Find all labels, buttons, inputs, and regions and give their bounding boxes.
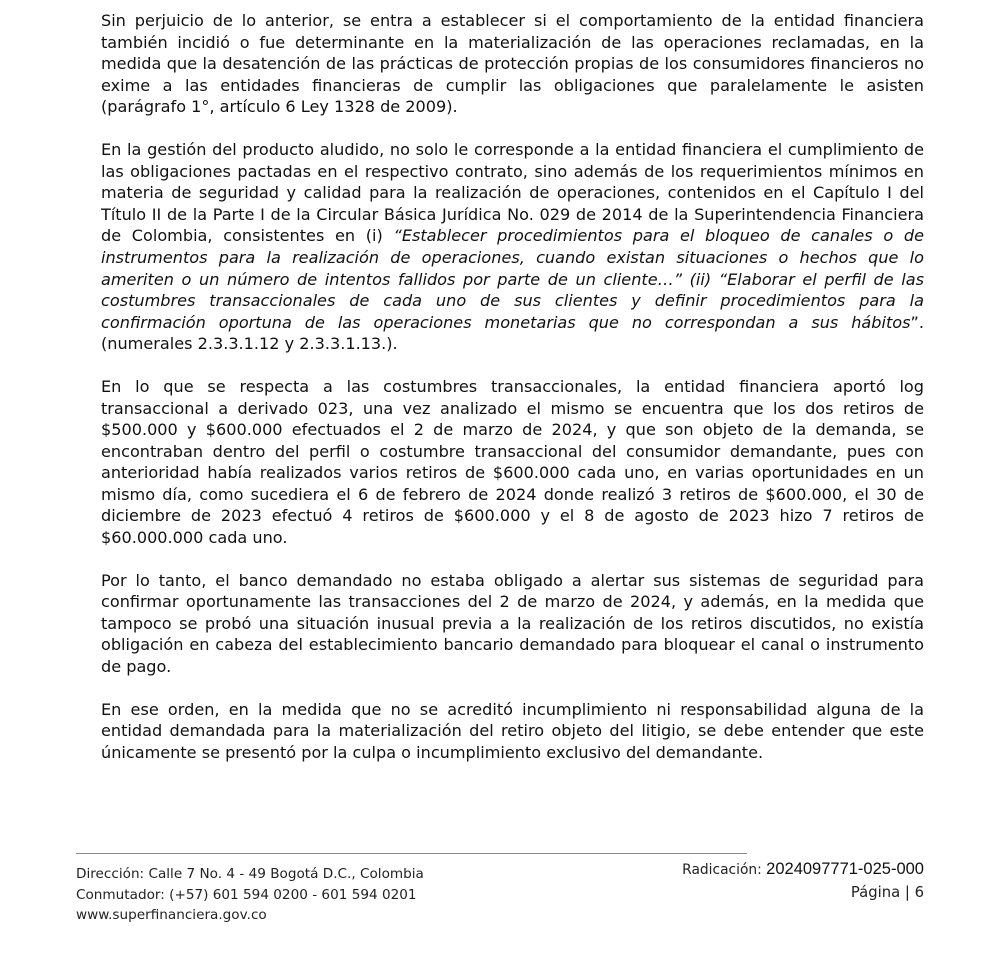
paragraph-5 [101, 699, 924, 764]
paragraph-4-text: Por lo tanto, el banco demandado no estaba obligado a alertar sus sistemas de seguridad para confirmar oportunamente las transacciones del 2 de marzo de 2024, y además, en la medida que tampoco se probó una situación inusual previa a la realización de los retiros discutidos, no existía obligación en cabeza del establecimiento bancario demandado para bloquear el canal o instrumento de pago. [101, 570, 924, 677]
radicacion-label: Radicación: [682, 862, 762, 878]
footer-website[interactable]: www.superfinanciera.gov.co [76, 907, 267, 923]
paragraph-3-text: En lo que se respecta a las costumbres transaccionales, la entidad financiera aportó log transaccional a derivado 023, una vez analizado el mismo se encuentra que los dos retiros de $500.000 y $600.000 efectuados el 2 de marzo de 2024, y que son objeto de la demanda, se encontraban dentro del perfil o costumbre transaccional del consumidor demandante, pues con anterioridad había realizados varios retiros de $600.000 cada uno, en varias oportunidades en un mismo día, como sucediera el 6 de febrero de 2024 donde realizó 3 retiros de $600.000, el 30 de diciembre de 2023 efectuó 4 retiros de $600.000 y el 8 de agosto de 2023 hizo 7 retiros de $60.000.000 cada uno. [101, 376, 924, 548]
paragraph-2 [101, 139, 924, 355]
page-number: Página | 6 [850, 883, 924, 901]
footer-radicacion [682, 859, 924, 882]
footer-phone: Conmutador: (+57) 601 594 0200 - 601 594 0201 [76, 886, 417, 903]
paragraph-2-tail: ”. (numerales 2.3.3.1.12 y 2.3.3.1.13.). [101, 312, 924, 354]
document-body [101, 10, 924, 784]
paragraph-3 [101, 376, 924, 549]
footer-reference [682, 859, 924, 903]
paragraph-1 [101, 10, 924, 118]
radicacion-number: 2024097771-025-000 [766, 860, 924, 878]
paragraph-4 [101, 570, 924, 678]
paragraph-1-text: Sin perjuicio de lo anterior, se entra a establecer si el comportamiento de la entidad financiera también incidió o fue determinante en la materialización de las operaciones reclamadas, en la medida que la desatención de las prácticas de protección propias de los consumidores financieros no exime a las entidades financieras de cumplir las obligaciones que paralelamente le asisten (parágrafo 1°, artículo 6 Ley 1328 de 2009). [101, 11, 924, 117]
paragraph-5-text: En ese orden, en la medida que no se acreditó incumplimiento ni responsabilidad alguna de la entidad demandada para la materialización del retiro objeto del litigio, se debe entender que este únicamente se presentó por la culpa o incumplimiento exclusivo del demandante. [101, 699, 924, 762]
paragraph-2-text: En la gestión del producto aludido, no solo le corresponde a la entidad financiera el cumplimiento de las obligaciones pactadas en el respectivo contrato, sino además de los requerimientos mínimos en materia de seguridad y calidad para la realización de operaciones, contenidos en el Capítulo I del Título II de la Parte I de la Circular Básica Jurídica No. 029 de 2014 de la Superintendencia Financiera de Colombia, consistentes en (i) [101, 139, 924, 246]
footer-address: Dirección: Calle 7 No. 4 - 49 Bogotá D.C., Colombia [76, 866, 424, 882]
footer-contact [76, 864, 424, 926]
paragraph-2-quote: “Establecer procedimientos para el bloqueo de canales o de instrumentos para la realización de operaciones, cuando existan situaciones o hechos que lo ameriten o un número de intentos fallidos por parte de un cliente…” (ii) “Elaborar el perfil de las costumbres transaccionales de cada uno de sus clientes y definir procedimientos para la confirmación oportuna de las operaciones monetarias que no correspondan a sus hábitos [101, 226, 924, 332]
footer-divider [76, 853, 747, 854]
